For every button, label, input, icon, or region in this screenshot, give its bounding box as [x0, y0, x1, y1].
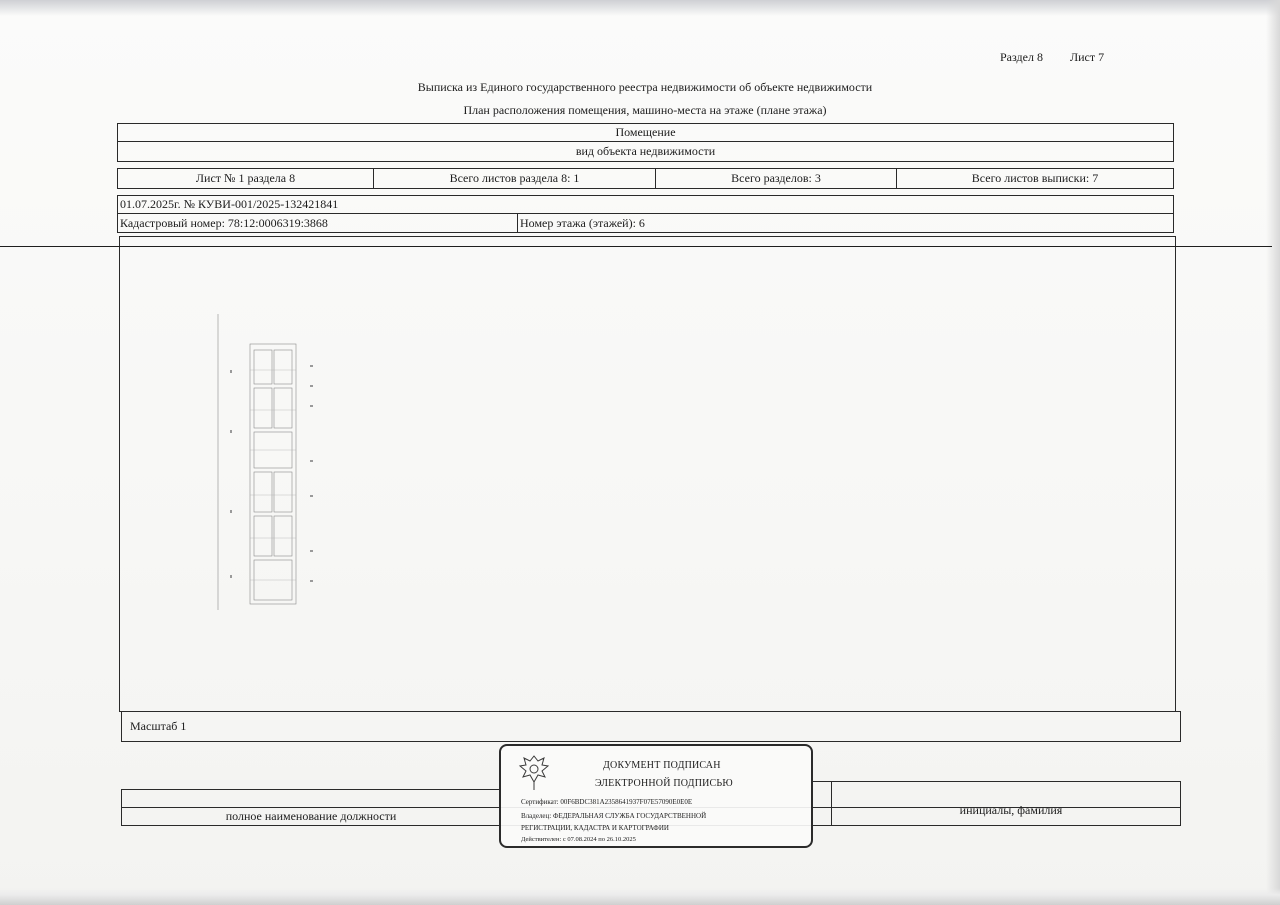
stamp-line1: ДОКУМЕНТ ПОДПИСАН: [603, 760, 721, 771]
eagle-emblem-icon: [517, 752, 551, 792]
signature-line-top-left: [121, 789, 501, 790]
stamp-certificate: Сертификат: 00F6BDC381A2358641937F07E57090E0E0E: [521, 798, 693, 806]
sheet-info-row: [117, 168, 1174, 189]
total-sheets-extract-cell: [897, 169, 1173, 188]
object-type-row: [117, 123, 1174, 142]
object-type-caption-row: [117, 142, 1174, 162]
scan-line: [0, 246, 1272, 247]
total-sections: Всего разделов: 3: [731, 171, 821, 185]
signature-vline-mid: [831, 781, 832, 825]
document-title: Выписка из Единого государственного реестра недвижимости об объекте недвижимости: [417, 80, 873, 94]
scale-row: [121, 711, 1181, 742]
total-sections-cell: [656, 169, 897, 188]
section-label: Раздел 8: [1000, 50, 1043, 64]
scale-label: Масштаб 1: [130, 719, 187, 733]
signature-vline-left: [121, 789, 122, 825]
record-number-cell: [118, 196, 1173, 213]
electronic-signature-stamp: [499, 744, 813, 848]
cadastral-row: [117, 214, 1174, 233]
floor-number: Номер этажа (этажей): 6: [520, 215, 645, 230]
scan-shadow-bottom: [0, 888, 1280, 905]
object-type-caption: вид объекта недвижимости: [575, 144, 716, 158]
floor-plan-hatching: [250, 370, 296, 580]
record-date-number: 01.07.2025г. № КУВИ-001/2025-132421841: [120, 197, 339, 211]
object-type-value: Помещение: [615, 125, 676, 139]
name-caption: инициалы, фамилия: [959, 803, 1063, 817]
stamp-owner-line1: Владелец: ФЕДЕРАЛЬНАЯ СЛУЖБА ГОСУДАРСТВЕННОЙ: [521, 812, 707, 820]
stamp-validity: Действителен: с 07.08.2024 по 26.10.2025: [521, 836, 636, 843]
scan-shadow-right: [1266, 0, 1280, 905]
signature-vline-right: [1180, 781, 1181, 825]
scan-shadow-top: [0, 0, 1280, 16]
position-caption: полное наименование должности: [225, 809, 397, 823]
cadastral-cell: [118, 214, 518, 232]
floor-plan-outline: [218, 314, 296, 610]
total-sheets-section-cell: [374, 169, 656, 188]
stamp-owner-line2: РЕГИСТРАЦИИ, КАДАСТРА И КАРТОГРАФИИ: [521, 824, 669, 832]
total-sheets-extract: Всего листов выписки: 7: [971, 171, 1099, 185]
sheet-label: Лист 7: [1069, 50, 1105, 64]
document-subtitle: План расположения помещения, машино-места на этаже (плане этажа): [463, 103, 827, 117]
cadastral-number: Кадастровый номер: 78:12:0006319:3868: [120, 215, 328, 230]
sheet-of-section-cell: [118, 169, 374, 188]
floor-plan-dimension-marks: [230, 365, 313, 582]
record-number-row: [117, 195, 1174, 214]
total-sheets-section: Всего листов раздела 8: 1: [449, 171, 580, 185]
signature-line-top-right: [811, 781, 1181, 782]
sheet-of-section: Лист № 1 раздела 8: [195, 171, 296, 185]
floor-plan-drawing: [214, 310, 324, 620]
floor-cell: [518, 214, 1173, 232]
stamp-line2: ЭЛЕКТРОННОЙ ПОДПИСЬЮ: [595, 778, 733, 789]
section-sheet-header: [1000, 50, 1128, 65]
